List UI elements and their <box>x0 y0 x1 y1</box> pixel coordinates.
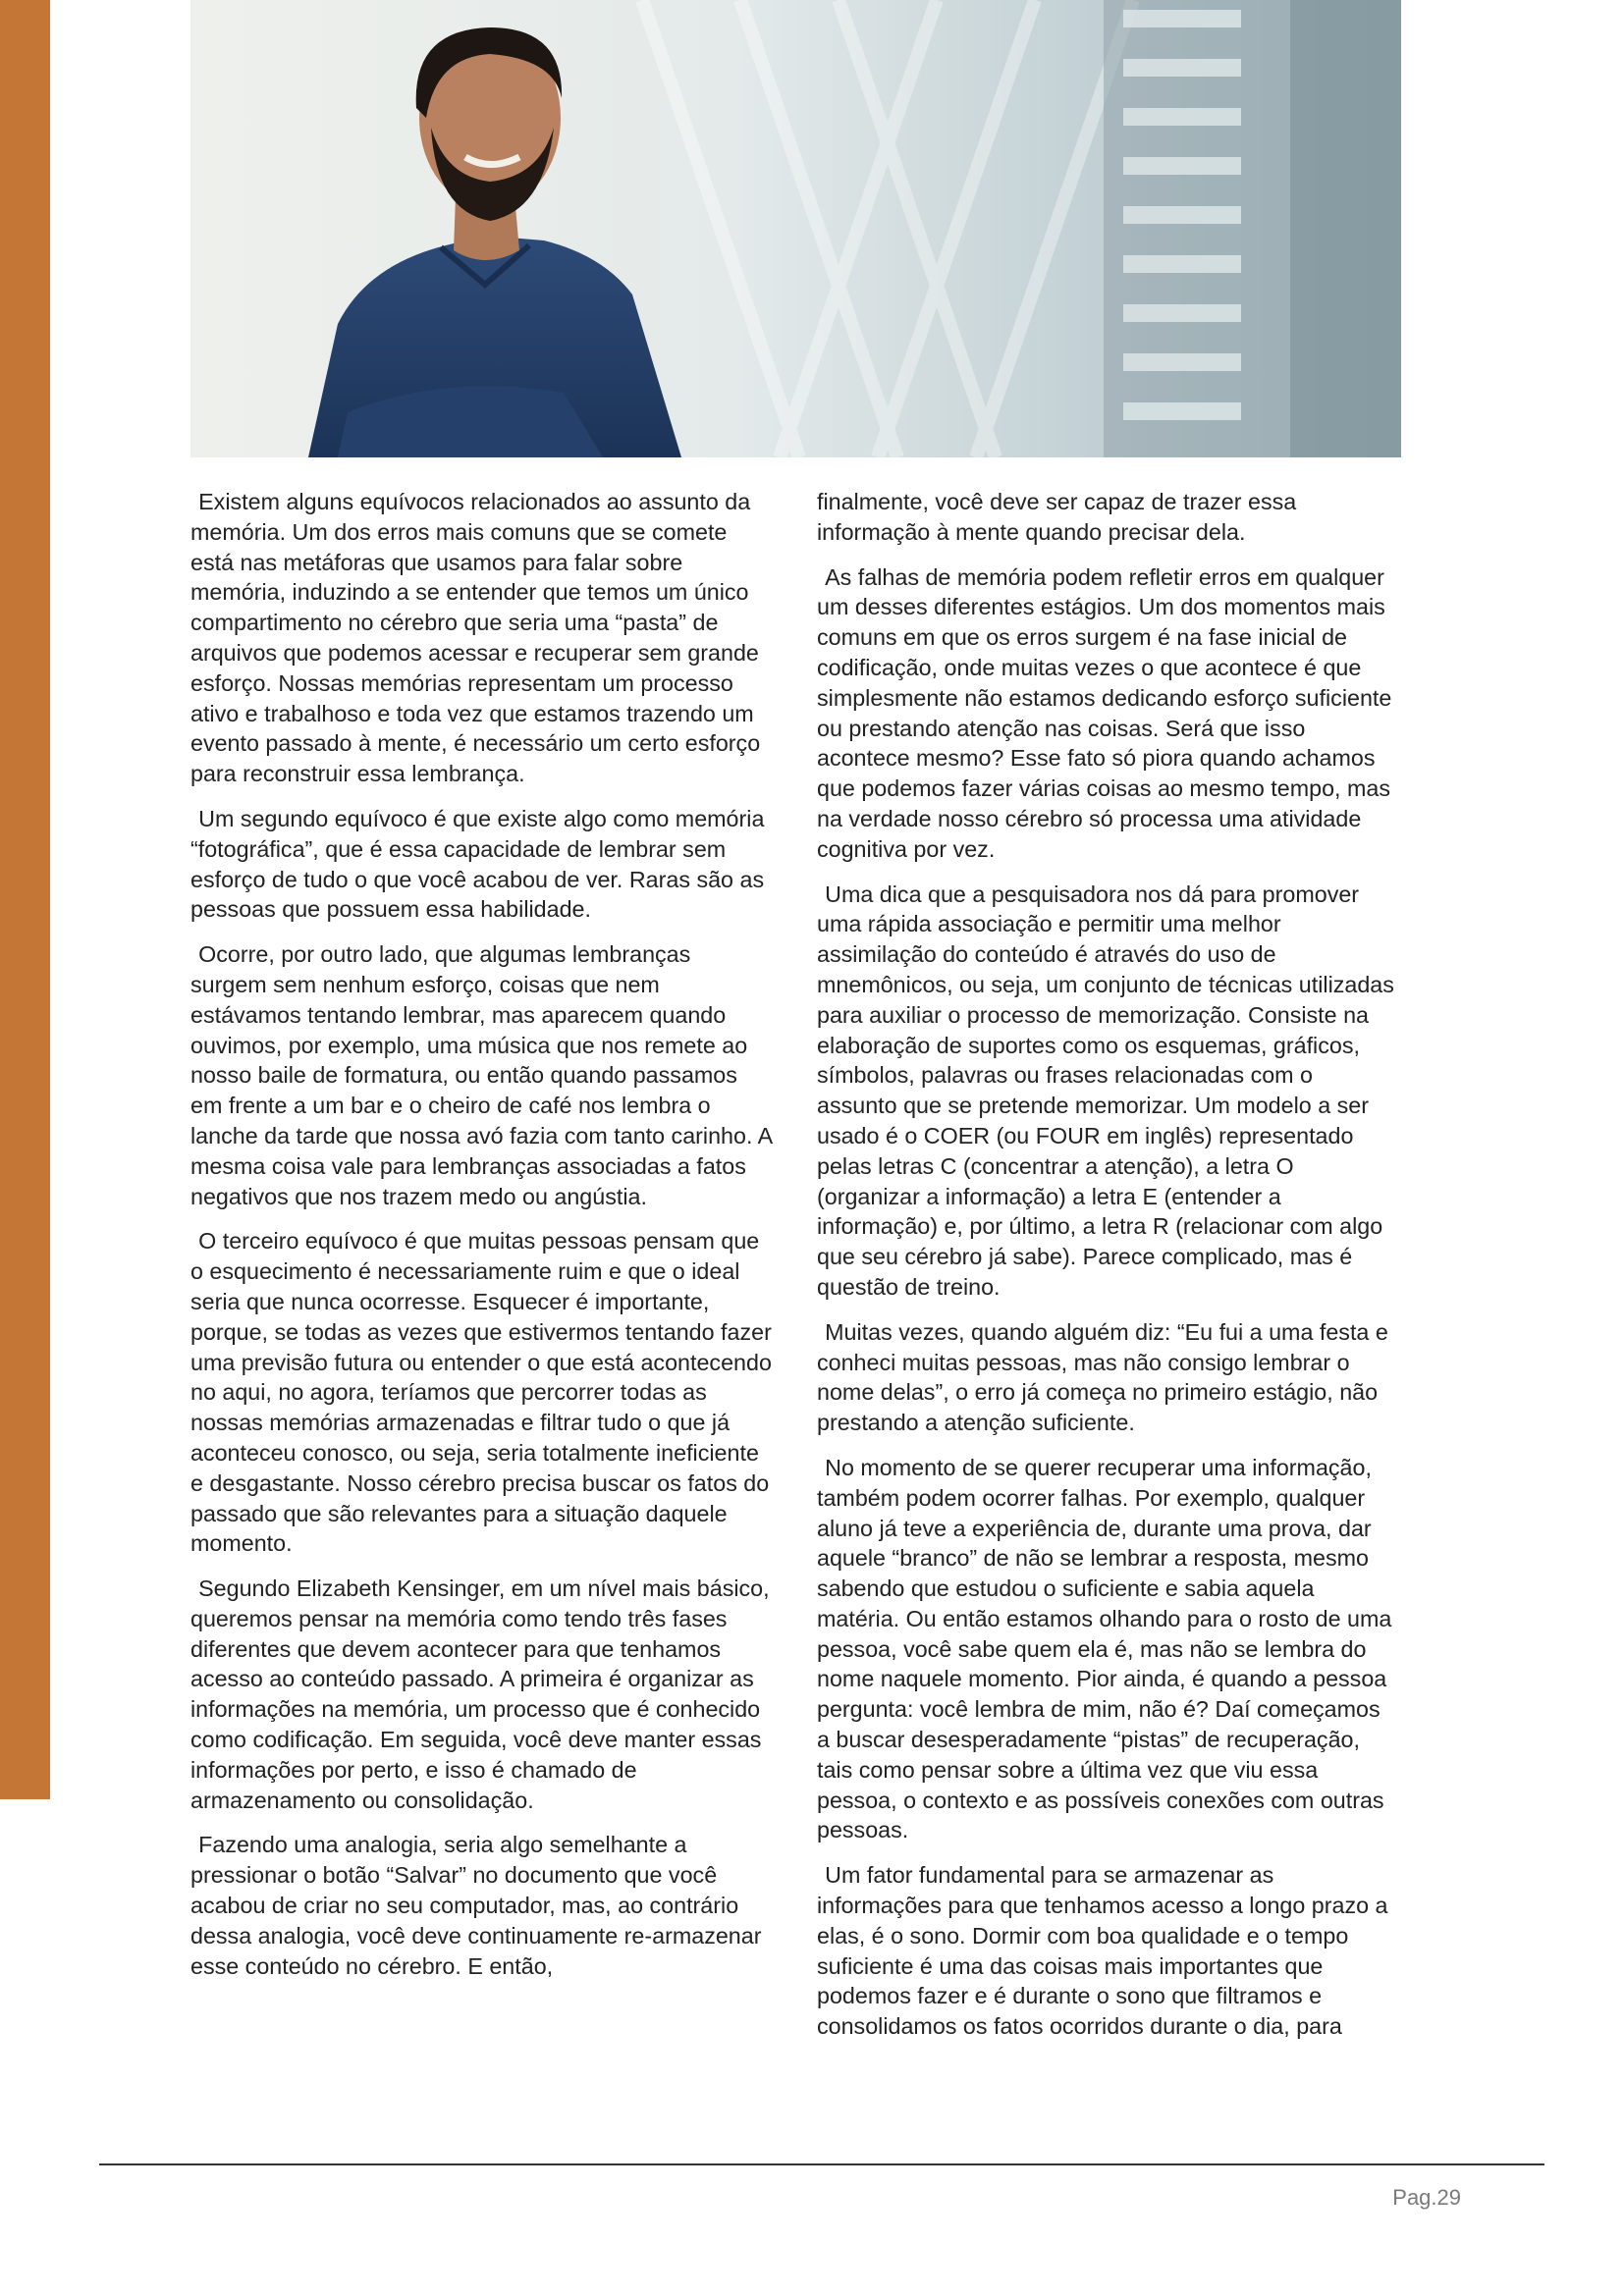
paragraph: Muitas vezes, quando alguém diz: “Eu fui a uma festa e conheci muitas pessoas, mas não consigo lembrar o nome delas”, o erro já começa no primeiro estágio, não prestando a atenção suficiente. <box>817 1318 1388 1436</box>
paragraph: O terceiro equívoco é que muitas pessoas pensam que o esquecimento é necessariamente ruim e que o ideal seria que nunca ocorresse. Esquecer é importante, porque, se todas as vezes que estivermos tentando fazer uma previsão futura ou entender o que está acontecendo no aqui, no agora, teríamos que percorrer todas as nossas memórias armazenadas e filtrar tudo o que já aconteceu conosco, ou seja, seria totalmente ineficiente e desgastante. Nosso cérebro precisa buscar os fatos do passado que são relevantes para a situação daquele momento. <box>190 1228 772 1557</box>
paragraph: Existem alguns equívocos relacionados ao assunto da memória. Um dos erros mais comuns que se comete está nas metáforas que usamos para falar sobre memória, induzindo a se entender que temos um único compartimento no cérebro que seria uma “pasta” de arquivos que podemos acessar e recuperar sem grande esforço. Nossas memórias representam um processo ativo e trabalhoso e toda vez que estamos trazendo um evento passado à mente, é necessário um certo esforço para reconstruir essa lembrança. <box>190 489 761 787</box>
left-text-column <box>190 487 772 1996</box>
right-text-column <box>817 487 1398 2056</box>
paragraph: finalmente, você deve ser capaz de trazer essa informação à mente quando precisar dela. <box>817 489 1297 545</box>
paragraph: Um fator fundamental para se armazenar as informações para que tenhamos acesso a longo prazo a elas, é o sono. Dormir com boa qualidade e o tempo suficiente é uma das coisas mais importantes que podemos fazer e é durante o sono que filtramos e consolidamos os fatos ocorridos durante o dia, para <box>817 1862 1388 2040</box>
accent-side-bar <box>0 0 50 1799</box>
paragraph: As falhas de memória podem refletir erros em qualquer um desses diferentes estágios. Um dos momentos mais comuns em que os erros surgem é na fase inicial de codificação, onde muitas vezes o que acontece é que simplesmente não estamos dedicando esforço suficiente ou prestando atenção nas coisas. Será que isso acontece mesmo? Esse fato só piora quando achamos que podemos fazer várias coisas ao mesmo tempo, mas na verdade nosso cérebro só processa uma atividade cognitiva por vez. <box>817 563 1392 862</box>
footer-rule <box>99 2163 1544 2165</box>
paragraph: Um segundo equívoco é que existe algo como memória “fotográfica”, que é essa capacidade de lembrar sem esforço de tudo o que você acabou de ver. Raras são as pessoas que possuem essa habilidade. <box>190 805 765 923</box>
paragraph: No momento de se querer recuperar uma informação, também podem ocorrer falhas. Por exemplo, qualquer aluno já teve a experiência de, durante uma prova, dar aquele “branco” de não se lembrar a resposta, mesmo sabendo que estudou o suficiente e sabia aquela matéria. Ou então estamos olhando para o rosto de uma pessoa, você sabe quem ela é, mas não se lembra do nome naquele momento. Pior ainda, é quando a pessoa pergunta: você lembra de mim, não é? Daí começamos a buscar desesperadamente “pistas” de recuperação, tais como pensar sobre a última vez que viu essa pessoa, o contexto e as possíveis conexões com outras pessoas. <box>817 1454 1392 1843</box>
paragraph: Ocorre, por outro lado, que algumas lembranças surgem sem nenhum esforço, coisas que nem estávamos tentando lembrar, mas aparecem quando ouvimos, por exemplo, uma música que nos remete ao nosso baile de formatura, ou então quando passamos em frente a um bar e o cheiro de café nos lembra o lanche da tarde que nossa avó fazia com tanto carinho. A mesma coisa vale para lembranças associadas a fatos negativos que nos trazem medo ou angústia. <box>190 941 772 1209</box>
paragraph: Segundo Elizabeth Kensinger, em um nível mais básico, queremos pensar na memória como tendo três fases diferentes que devem acontecer para que tenhamos acesso ao conteúdo passado. A primeira é organizar as informações na memória, um processo que é conhecido como codificação. Em seguida, você deve manter essas informações por perto, e isso é chamado de armazenamento ou consolidação. <box>190 1575 770 1813</box>
paragraph: Fazendo uma analogia, seria algo semelhante a pressionar o botão “Salvar” no documento que você acabou de criar no seu computador, mas, ao contrário dessa analogia, você deve continuamente re-armazenar esse conteúdo no cérebro. E então, <box>190 1832 762 1979</box>
page-number: Pag.29 <box>1392 2185 1461 2210</box>
paragraph: Uma dica que a pesquisadora nos dá para promover uma rápida associação e permitir uma melhor assimilação do conteúdo é através do uso de mnemônicos, ou seja, um conjunto de técnicas utilizadas para auxiliar o processo de memorização. Consiste na elaboração de suportes como os esquemas, gráficos, símbolos, palavras ou frases relacionadas com o assunto que se pretende memorizar. Um modelo a ser usado é o COER (ou FOUR em inglês) representado pelas letras C (concentrar a atenção), a letra O (organizar a informação) a letra E (entender a informação) e, por último, a letra R (relacionar com algo que seu cérebro já sabe). Parece complicado, mas é questão de treino. <box>817 881 1394 1300</box>
man-portrait-photo <box>190 0 1401 457</box>
